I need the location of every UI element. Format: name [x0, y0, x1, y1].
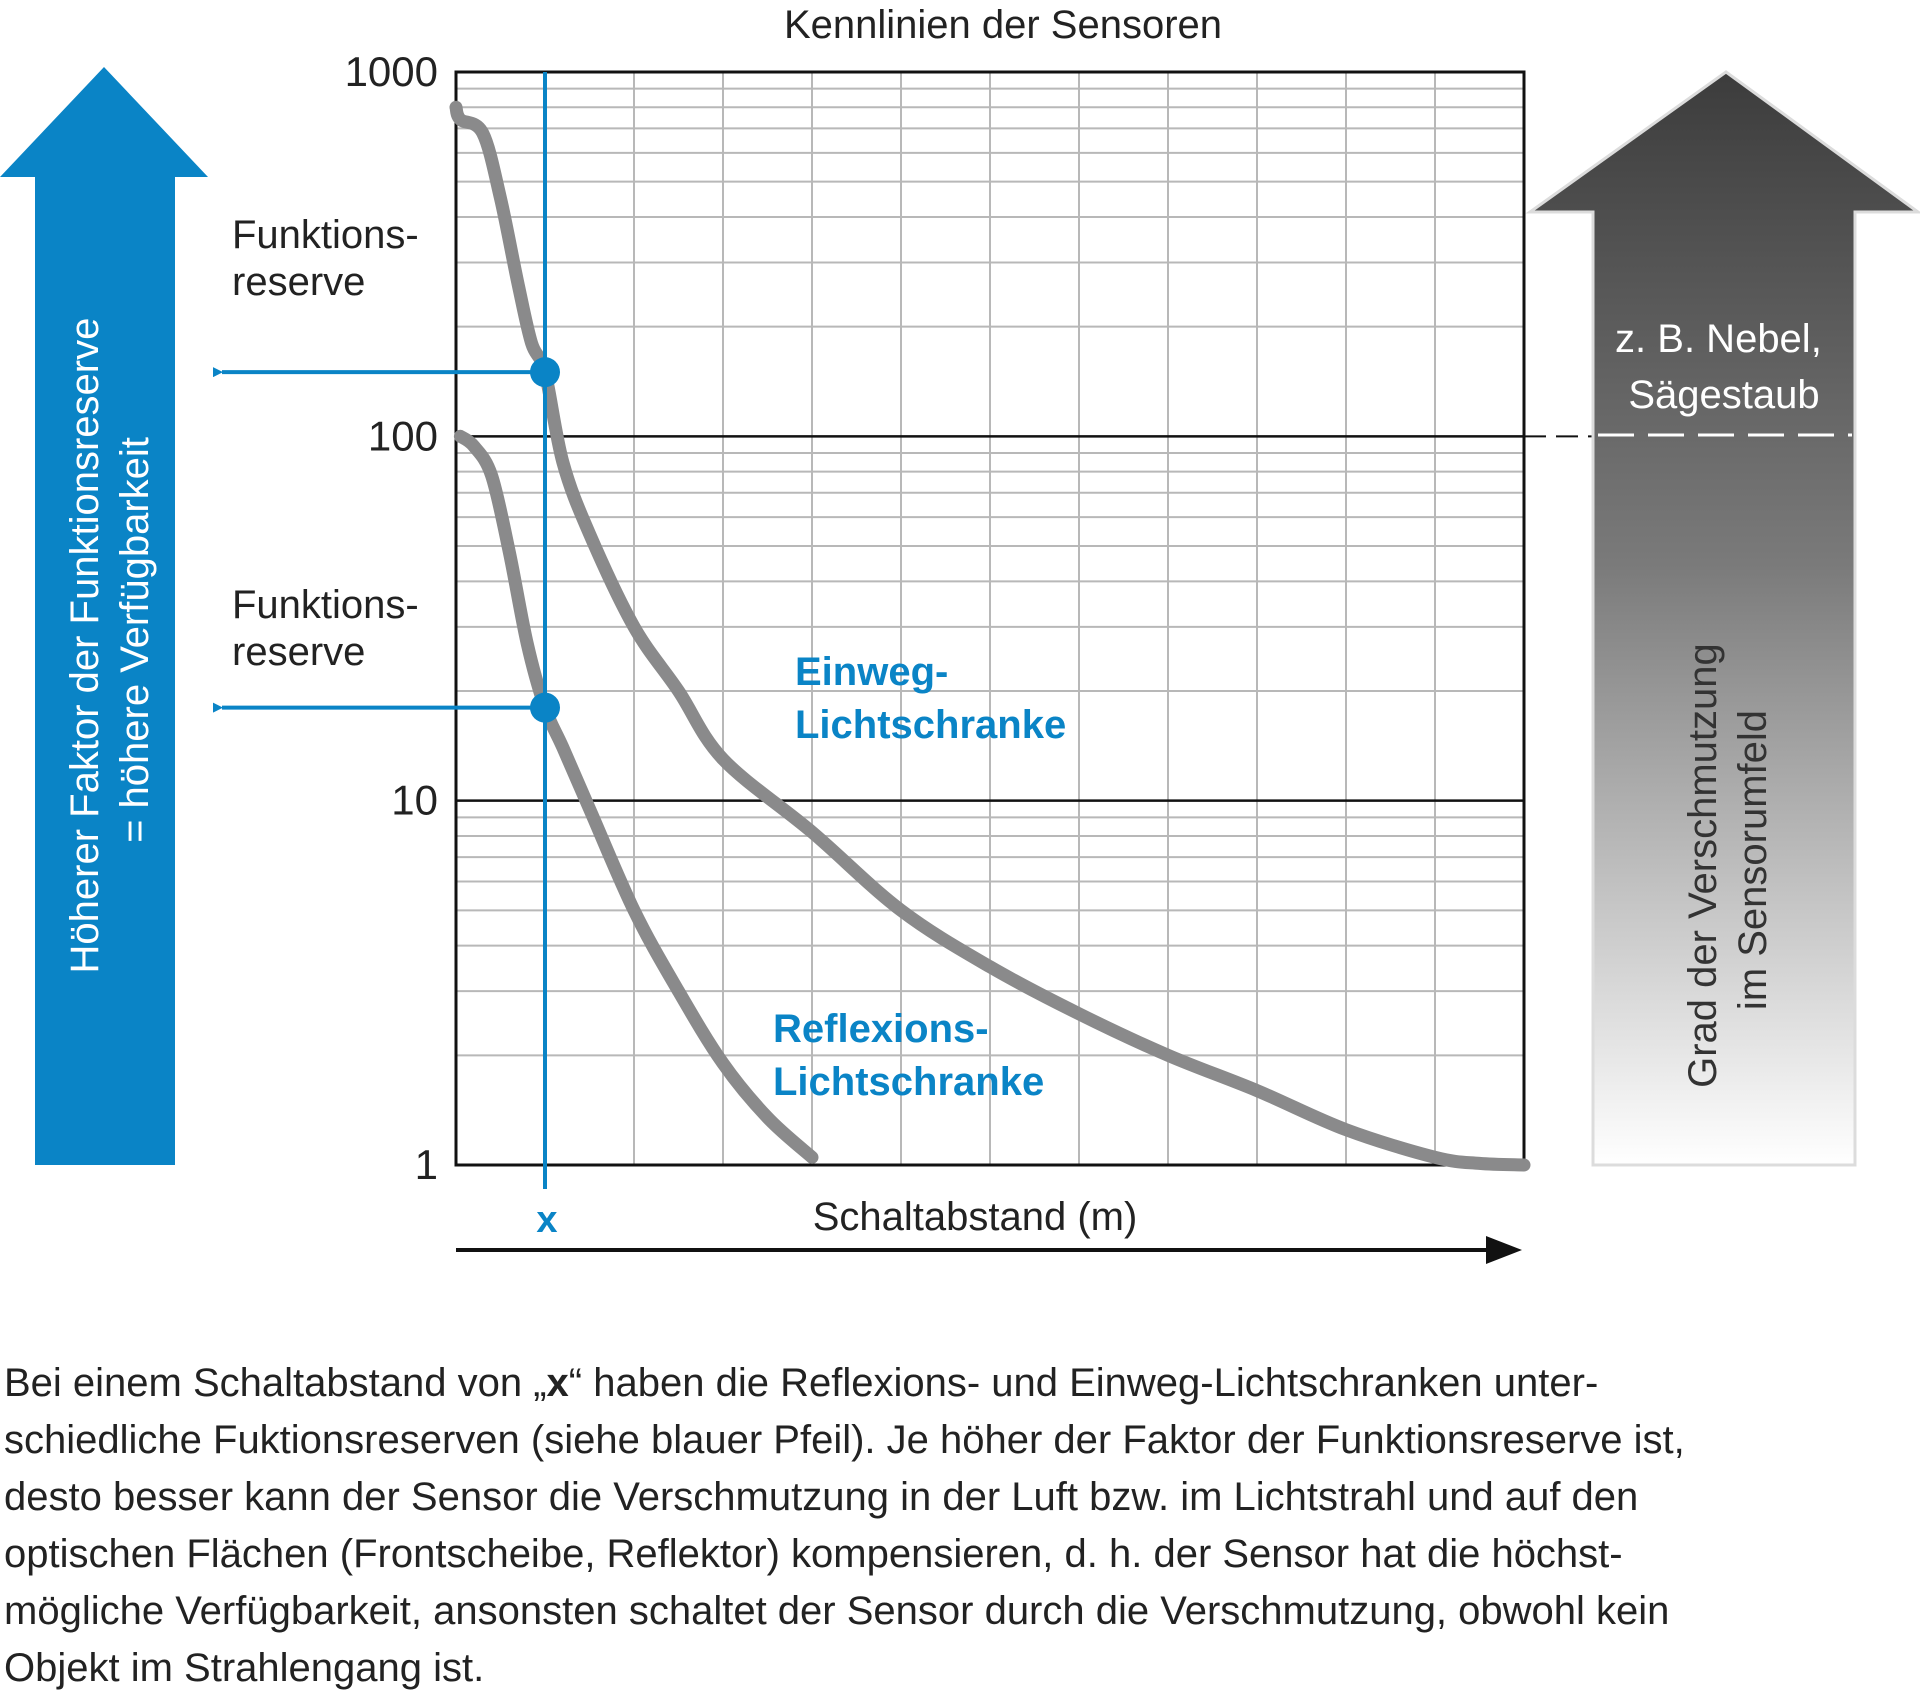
left-arrow-line-2: = höhere Verfügbarkeit	[113, 437, 157, 843]
y-tick-label: 1000	[344, 48, 438, 95]
right-arrow-line-2: im Sensorumfeld	[1731, 709, 1775, 1011]
caption-line-4: optischen Flächen (Frontscheibe, Reflektor) kompensieren, d. h. der Sensor hat die höchst-	[4, 1532, 1623, 1576]
right-arrow-line-1: Grad der Verschmutzung	[1681, 643, 1725, 1088]
reserve-dot	[530, 357, 560, 387]
caption-line-3: desto besser kann der Sensor die Verschmutzung in der Luft bzw. im Lichtstrahl und auf den	[4, 1475, 1639, 1519]
left-arrow-line-1: Höherer Faktor der Funktionsreserve	[63, 317, 107, 974]
y-tick-label: 100	[367, 412, 438, 460]
caption-line-1-part-c: “ haben die Reflexions- und Einweg-Lichtschranken unter-	[568, 1361, 1599, 1405]
reserve-label-line: reserve	[232, 630, 366, 674]
right-arrow-top-line-2: Sägestaub	[1628, 373, 1820, 417]
x-axis-arrow-head	[1486, 1236, 1522, 1264]
reserve-label	[232, 583, 419, 674]
caption-line-5: mögliche Verfügbarkeit, ansonsten schaltet der Sensor durch die Verschmutzung, obwohl kein	[4, 1589, 1670, 1633]
y-tick-label: 1	[414, 1141, 438, 1188]
series-label-line: Lichtschranke	[795, 703, 1067, 747]
series-label-einweg	[795, 650, 1066, 747]
reserve-label	[232, 213, 419, 304]
x-axis	[456, 1195, 1522, 1264]
series-label-line: Einweg-	[795, 650, 949, 694]
figure-caption	[4, 1355, 1916, 1697]
right-arrow-top-line-1: z. B. Nebel,	[1615, 317, 1822, 361]
caption-line-2: schiedliche Fuktionsreserven (siehe blauer Pfeil). Je höher der Faktor der Funktionsreserve ist,	[4, 1418, 1685, 1462]
reserve-label-line: Funktions-	[232, 213, 419, 257]
reserve-label-line: Funktions-	[232, 583, 419, 627]
series-label-line: Reflexions-	[773, 1007, 989, 1051]
right-contamination-arrow	[1530, 72, 1918, 1165]
caption-line-6: Objekt im Strahlengang ist.	[4, 1646, 485, 1690]
caption-x-bold: x	[546, 1361, 569, 1405]
caption-line-1-part-a: Bei einem Schaltabstand von „	[4, 1361, 547, 1405]
caption-line-1	[4, 1355, 1916, 1412]
reserve-dot	[530, 693, 560, 723]
reserve-label-line: reserve	[232, 260, 366, 304]
series-label-line: Lichtschranke	[773, 1060, 1045, 1104]
x-axis-label: Schaltabstand (m)	[812, 1195, 1138, 1239]
left-reserve-arrow	[0, 67, 208, 1165]
x-marker-label: x	[536, 1199, 558, 1241]
chart-title: Kennlinien der Sensoren	[783, 3, 1223, 47]
y-tick-label: 10	[391, 776, 438, 824]
